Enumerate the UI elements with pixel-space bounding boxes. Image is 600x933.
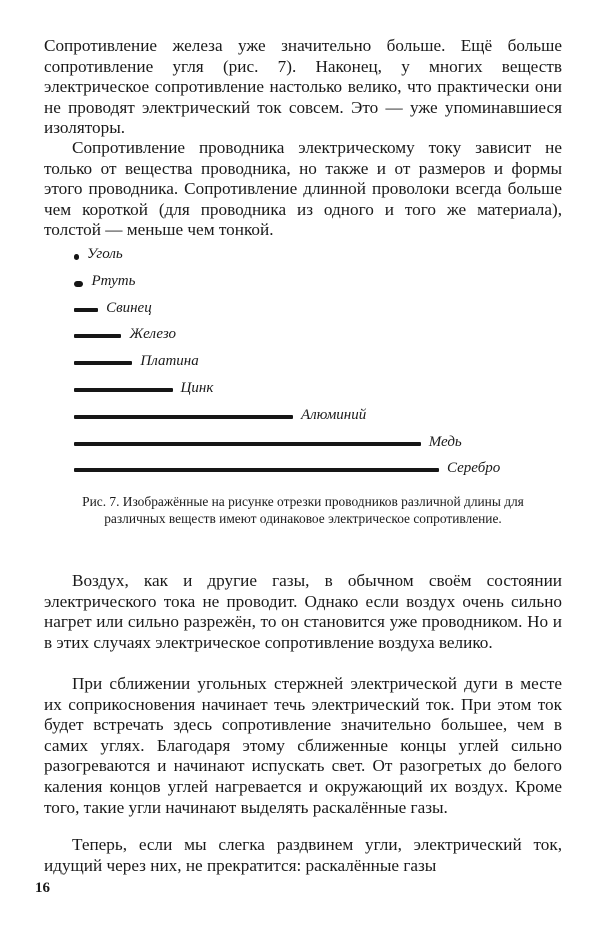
page-number: 16 [35,880,50,896]
figure-conductor-lengths [0,240,600,485]
paragraph-iron-resistance: Сопротивление железа уже значительно больше. Ещё больше сопротивление угля (рис. 7). Наконец, у многих веществ электрическое сопротивление настолько велико, что практически они не проводят электрический ток совсем. Это — уже упоминавшиеся изоляторы. [44,36,562,138]
bar-platinum [74,361,132,365]
paragraph-electric-arc: При сближении угольных стержней электрической дуги в месте их соприкосновения начинает течь электрический ток. При этом ток будет встречать здесь сопротивление значительно большее, чем в самих углях. Благодаря этому сближенные концы углей сильно разогреваются и начинают испускать свет. От разогретых до белого каления концов углей нагревается и окружающий их воздух. Кроме того, такие угли начинают выделять раскалённые газы. [44,674,562,817]
bar-aluminum [74,415,293,419]
paragraph-separated-carbons: Теперь, если мы слегка раздвинем угли, электрический ток, идущий через них, не прекратится: раскалённые газы [44,835,562,875]
label-silver: Серебро [447,460,501,477]
label-copper: Медь [428,433,462,450]
label-aluminum: Алюминий [301,406,367,423]
bar-coal [74,254,79,260]
bar-mercury [74,281,83,287]
label-iron: Железо [129,326,176,343]
paragraph-conductor-dimensions: Сопротивление проводника электрическому току зависит не только от вещества проводника, но также и от размеров и формы этого проводника. Сопротивление длинной проволоки всегда больше чем короткой (для проводника из одного и того же материала), толстой — меньше чем тонкой. [44,138,562,240]
label-platinum: Платина [140,353,199,370]
paragraph-air-conductivity: Воздух, как и другие газы, в обычном своём состоянии электрического тока не проводит. Однако если воздух очень сильно нагрет или сильно разрежён, то он становится уже проводником. Но и в этих случаях электрическое сопротивление воздуха велико. [44,571,562,652]
figure-caption: Рис. 7. Изображённые на рисунке отрезки проводников различной длины для различных веществ имеют одинаковое электрическое сопротивление. [82,494,524,526]
bar-iron [74,334,121,338]
bar-silver [74,468,439,472]
label-lead: Свинец [106,299,152,316]
label-zinc: Цинк [180,380,214,396]
bar-lead [74,308,98,312]
label-coal: Уголь [87,246,123,262]
bar-zinc [74,388,173,392]
bar-copper [74,442,421,446]
label-mercury: Ртуть [91,272,136,289]
